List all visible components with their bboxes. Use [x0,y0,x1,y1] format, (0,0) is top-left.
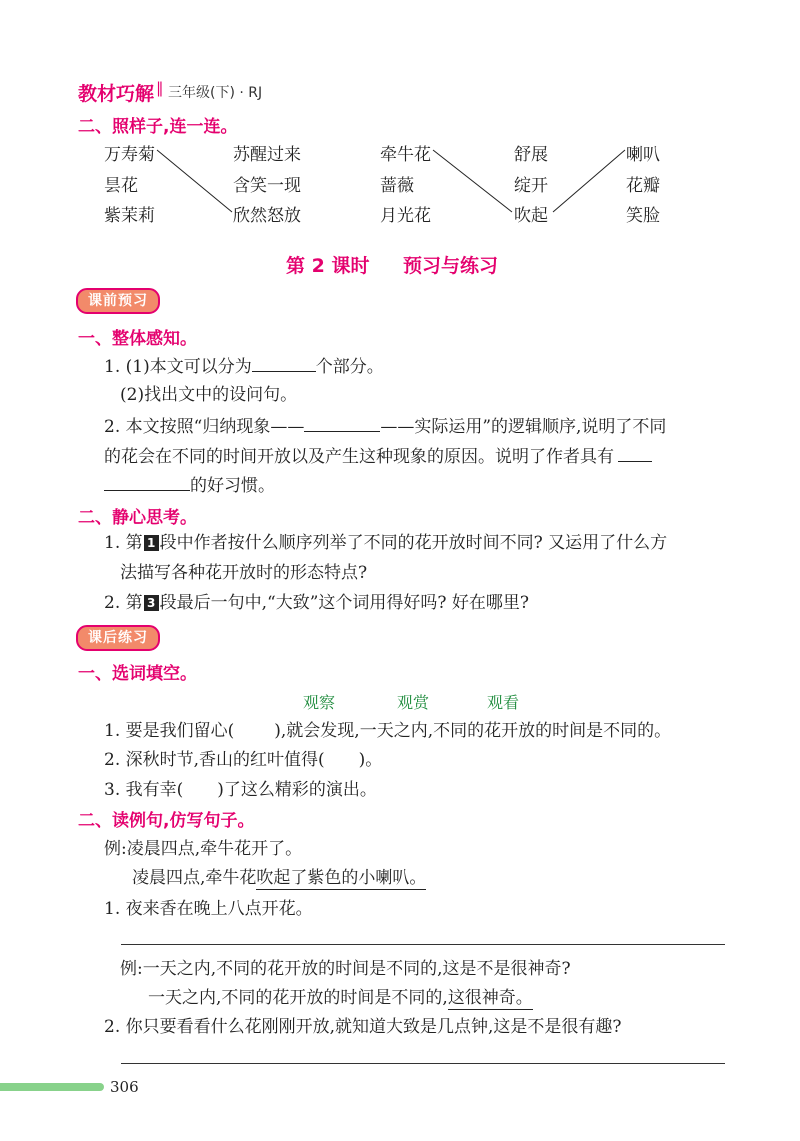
match-item: 笑脸 [626,206,660,226]
question-2-line3 [104,472,275,497]
preview-badge: 课前预习 [76,288,160,314]
fill-question-3 [104,779,377,801]
match-line [553,150,625,212]
match-item: 牵牛花 [380,145,431,165]
question-text: 的好习惯。 [190,476,275,496]
question-4 [104,592,529,614]
match-item: 吹起 [514,206,548,226]
answer-blank[interactable] [104,472,190,491]
match-item: 万寿菊 [104,145,155,165]
write-question-1: 1. 夜来香在晚上八点开花。 [104,899,313,919]
question-text: 段最后一句中,“大致”这个词用得好吗? 好在哪里? [159,593,530,613]
reflection-title: 二、静心思考。 [78,508,197,528]
paragraph-number-badge: 1 [144,535,159,551]
question-text: 个部分。 [315,357,384,377]
question-1a [104,353,384,378]
question-text: ——实际运用”的逻辑顺序,说明了不同 [380,417,667,437]
example-text: 一天之内,不同的花开放的时间是不同的,这是不是很神奇? [142,959,571,979]
page-number: 306 [110,1078,139,1096]
example-1-result [132,867,426,889]
paragraph-number-badge: 3 [144,595,159,611]
match-item: 昙花 [104,176,138,196]
question-text: 1. 要是我们留心( [104,721,235,741]
question-2-line2 [104,443,652,468]
match-item: 月光花 [380,206,431,226]
book-brand: 教材巧解 [78,83,155,105]
fill-words-title: 一、选词填空。 [78,664,197,684]
match-item: 花瓣 [626,176,660,196]
lesson-name: 预习与练习 [403,255,499,277]
example-2 [120,958,571,980]
word-choice: 观察 [303,693,336,712]
match-item: 喇叭 [626,145,660,165]
answer-blank[interactable] [618,443,652,462]
word-choice: 观赏 [397,693,430,712]
answer-line[interactable] [121,1063,725,1064]
example-label: 例: [120,959,143,979]
example-2-result [148,987,533,1009]
question-text: 段中作者按什么顺序列举了不同的花开放时间不同? 又运用了什么方 [159,533,668,553]
match-item: 苏醒过来 [233,145,301,165]
question-text: 3. 我有幸( [104,780,184,800]
imitate-sentence-title: 二、读例句,仿写句子。 [78,811,255,831]
example-underlined: 吹起了紫色的小喇叭。 [256,868,427,888]
question-text: )。 [358,750,383,770]
example-text: 凌晨四点,牵牛花 [132,868,257,888]
example-text: 凌晨四点,牵牛花开了。 [126,839,303,859]
question-text: )了这么精彩的演出。 [217,780,377,800]
question-text: 2. 第 [104,593,143,613]
question-text: 1. 第 [104,533,143,553]
question-text: 2. 深秋时节,香山的红叶值得( [104,750,325,770]
answer-blank[interactable] [252,353,316,372]
match-lines [0,0,800,260]
question-1b: (2)找出文中的设问句。 [120,385,298,405]
question-text: 的花会在不同的时间开放以及产生这种现象的原因。说明了作者具有 [104,447,614,467]
match-item: 紫茉莉 [104,206,155,226]
lesson-number: 第 2 课时 [286,255,370,277]
fill-question-1 [104,720,671,742]
example-1 [104,838,302,860]
practice-badge: 课后练习 [76,625,160,651]
overall-perception-title: 一、整体感知。 [78,329,197,349]
example-text: 一天之内,不同的花开放的时间是不同的, [148,988,448,1008]
match-section-title: 二、照样子,连一连。 [78,117,238,137]
match-item: 舒展 [514,145,548,165]
question-3-line2: 法描写各种花开放时的形态特点? [120,563,368,583]
header-separator: ‖ [156,79,164,97]
match-item: 蔷薇 [380,176,414,196]
match-line [433,150,512,212]
word-choice: 观看 [487,693,520,712]
answer-line[interactable] [121,944,725,945]
question-text: 1. (1)本文可以分为 [104,357,252,377]
match-item: 欣然怒放 [233,206,301,226]
example-label: 例: [104,839,127,859]
match-line [157,150,232,212]
grade-label: 三年级(下) · RJ [168,85,263,101]
question-3 [104,532,667,554]
write-question-2: 2. 你只要看看什么花刚刚开放,就知道大致是几点钟,这是不是很有趣? [104,1017,622,1037]
fill-question-2 [104,749,382,771]
example-underlined: 这很神奇。 [447,988,533,1008]
match-item: 绽开 [514,176,548,196]
question-text: 2. 本文按照“归纳现象—— [104,417,305,437]
match-item: 含笑一现 [233,176,301,196]
question-text: ),就会发现,一天之内,不同的花开放的时间是不同的。 [274,721,672,741]
footer-bar [0,1083,104,1091]
question-2 [104,413,666,438]
answer-blank[interactable] [304,413,380,432]
